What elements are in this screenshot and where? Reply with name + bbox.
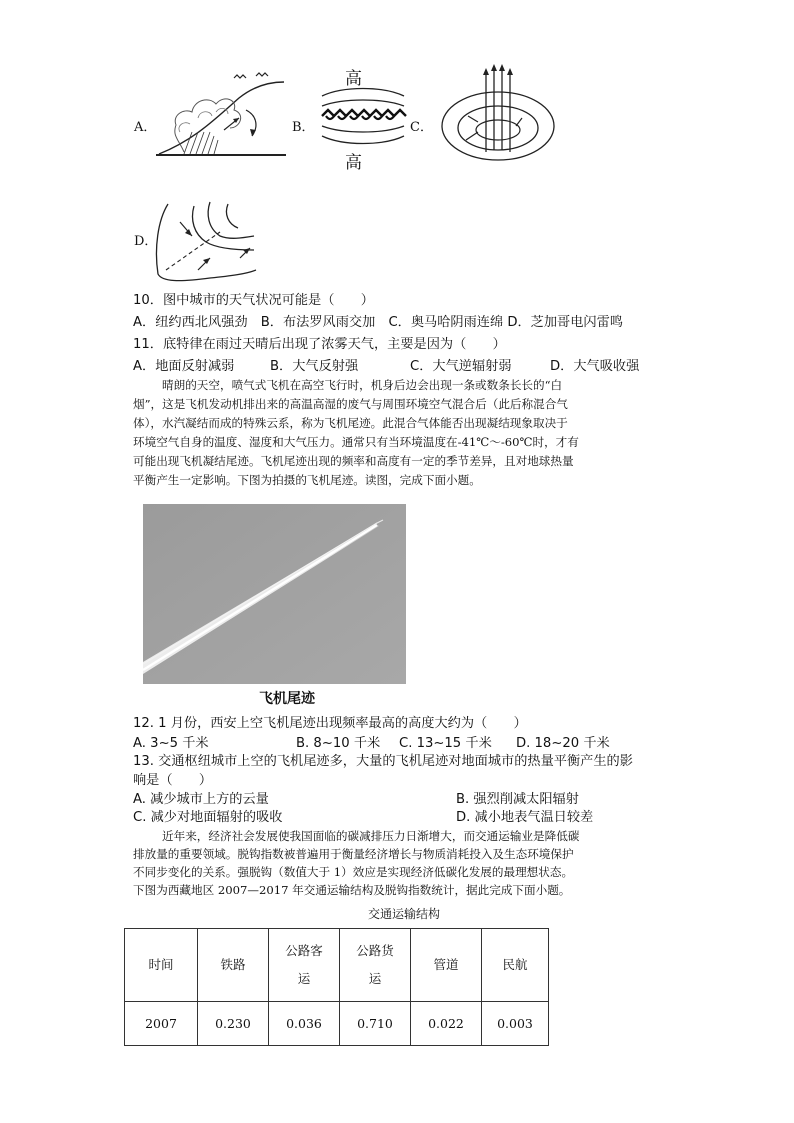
table-cell: 0.022	[411, 1002, 482, 1046]
q12-option-d: D. 18~20 千米	[516, 736, 610, 751]
q13-option-a: A. 减少城市上方的云量	[133, 792, 269, 807]
q10-stem: 10．图中城市的天气状况可能是（ ）	[133, 293, 374, 308]
q13-option-d: D. 减小地表气温日较差	[456, 810, 594, 825]
q12-stem: 12. 1 月份，西安上空飞机尾迹出现频率最高的高度大约为（ ）	[133, 716, 527, 731]
passage1-line: 体），水汽凝结而成的特殊云系，称为飞机尾迹。此混合气体能否出现凝结现象取决于	[133, 416, 568, 430]
passage1-line: 晴朗的天空，喷气式飞机在高空飞行时，机身后边会出现一条或数条长长的“白	[162, 378, 563, 392]
q12-option-c: C. 13~15 千米	[399, 736, 492, 751]
figure-a-cold-front	[154, 70, 288, 162]
transport-structure-table	[124, 928, 549, 1046]
header-civil-aviation: 民航	[482, 929, 549, 1002]
passage2-line: 不同步变化的关系。强脱钩（数值大于 1）效应是实现经济低碳化发展的最理想状态。	[133, 865, 574, 879]
passage1-line: 可能出现飞机凝结尾迹。飞机尾迹出现的频率和高度有一定的季节差异，且对地球热量	[133, 454, 574, 468]
table-cell: 2007	[125, 1002, 198, 1046]
passage1-line: 平衡产生一定影响。下图为拍摄的飞机尾迹。读图，完成下面小题。	[133, 473, 481, 487]
table-row	[125, 1002, 549, 1046]
option-a-label: A．	[134, 120, 157, 135]
passage2-line: 排放量的重要领域。脱钩指数被普遍用于衡量经济增长与物质消耗投入及生态环境保护	[133, 847, 574, 861]
passage2-line: 下图为西藏地区 2007—2017 年交通运输结构及脱钩指数统计，据此完成下面小题。	[133, 883, 571, 897]
q11-option-b: B．大气反射强	[270, 359, 359, 374]
label-high-top: 高	[345, 69, 362, 89]
header-time: 时间	[125, 929, 198, 1002]
option-c-label: C．	[410, 120, 433, 135]
table-cell: 0.230	[198, 1002, 269, 1046]
q11-option-c: C．大气逆辐射弱	[410, 359, 512, 374]
photo-caption: 飞机尾迹	[259, 691, 315, 707]
header-pipeline: 管道	[411, 929, 482, 1002]
passage1-line: 烟”，这是飞机发动机排出来的高温高湿的废气与周围环境空气混合后（此后称混合气	[133, 397, 568, 411]
q13-option-b: B. 强烈削减太阳辐射	[456, 792, 579, 807]
figure-c-cyclone	[436, 62, 560, 166]
table-cell: 0.036	[269, 1002, 340, 1046]
option-b-label: B．	[292, 120, 315, 135]
q11-stem: 11．底特律在雨过天晴后出现了浓雾天气，主要是因为（ ）	[133, 337, 506, 352]
header-railway: 铁路	[198, 929, 269, 1002]
contrail-photo	[143, 504, 406, 684]
table-cell: 0.003	[482, 1002, 549, 1046]
q13-option-c: C. 减少对地面辐射的吸收	[133, 810, 283, 825]
figure-d-front-system	[150, 198, 262, 284]
passage1-line: 环境空气自身的温度、湿度和大气压力。通常只有当环境温度在-41℃～-60℃时，才有	[133, 435, 579, 449]
label-high-bottom: 高	[345, 153, 362, 173]
q11-option-d: D．大气吸收强	[550, 359, 640, 374]
q12-option-a: A. 3~5 千米	[133, 736, 209, 751]
q11-option-a: A．地面反射减弱	[133, 359, 235, 374]
table-title: 交通运输结构	[368, 907, 441, 921]
table-header-row	[125, 929, 549, 1002]
q10-options: A．纽约西北风强劲 B．布法罗风雨交加 C．奥马哈阴雨连绵 D．芝加哥电闪雷鸣	[133, 315, 623, 330]
figure-b-stationary-front	[318, 62, 408, 170]
q13-stem-line1: 13. 交通枢纽城市上空的飞机尾迹多，大量的飞机尾迹对地面城市的热量平衡产生的影	[133, 754, 633, 769]
q12-option-b: B. 8~10 千米	[296, 736, 381, 751]
header-road-freight: 公路货 运	[340, 929, 411, 1002]
table-cell: 0.710	[340, 1002, 411, 1046]
passage2-line: 近年来，经济社会发展使我国面临的碳减排压力日渐增大，而交通运输业是降低碳	[162, 829, 580, 843]
option-d-label: D．	[134, 234, 158, 249]
header-road-passenger: 公路客 运	[269, 929, 340, 1002]
q13-stem-line2: 响是（ ）	[133, 773, 213, 788]
